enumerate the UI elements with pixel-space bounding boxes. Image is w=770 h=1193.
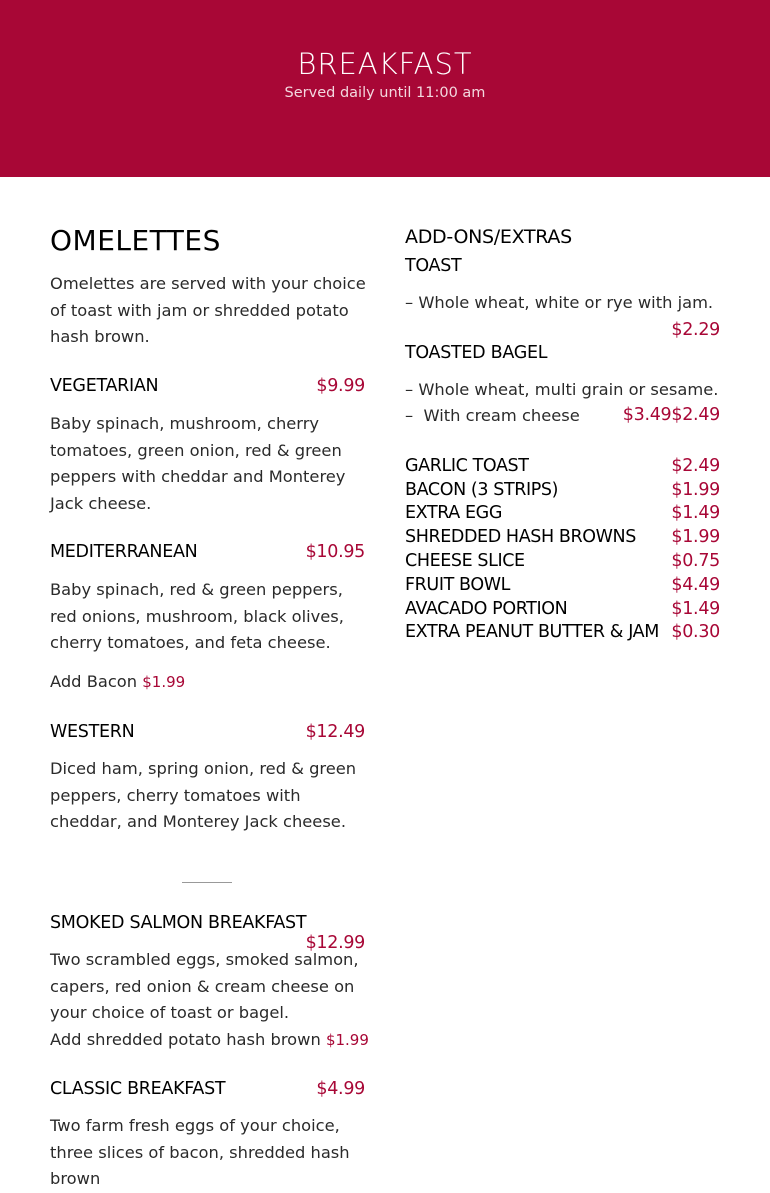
- extra-item-price: $2.49: [671, 456, 720, 476]
- classic-breakfast-name: CLASSIC BREAKFAST: [50, 1079, 226, 1099]
- western-desc: Diced ham, spring onion, red & green peppers, cherry tomatoes with cheddar, and Monterey Jack cheese.: [50, 759, 357, 831]
- toast-desc: – Whole wheat, white or rye with jam.: [405, 293, 714, 312]
- omelettes-intro: Omelettes are served with your choice of toast with jam or shredded potato hash brown.: [50, 274, 366, 346]
- addon-label: Add Bacon: [50, 672, 138, 691]
- extra-item-name: CHEESE SLICE: [405, 551, 525, 571]
- western-name: WESTERN: [50, 722, 135, 742]
- bagel-cream-label: – With cream cheese: [405, 406, 580, 425]
- extra-item: [405, 456, 720, 480]
- bagel-name: TOASTED BAGEL: [405, 343, 548, 363]
- smoked-salmon-name: SMOKED SALMON BREAKFAST: [50, 913, 307, 933]
- extra-item-price: $1.99: [671, 480, 720, 500]
- addon-price: $1.99: [142, 673, 186, 691]
- mediterranean-name: MEDITERRANEAN: [50, 542, 198, 562]
- addon-label: Add shredded potato hash brown: [50, 1030, 321, 1049]
- extra-item-price: $1.49: [671, 503, 720, 523]
- toast-price: $2.29: [671, 320, 720, 340]
- extra-item-name: EXTRA PEANUT BUTTER & JAM: [405, 622, 659, 642]
- omelettes-heading: OMELETTES: [50, 224, 221, 257]
- extra-item-name: FRUIT BOWL: [405, 575, 510, 595]
- mediterranean-desc: Baby spinach, red & green peppers, red onions, mushroom, black olives, cherry tomatoes, and feta cheese.: [50, 580, 344, 652]
- extra-item-name: GARLIC TOAST: [405, 456, 529, 476]
- vegetarian-name: VEGETARIAN: [50, 376, 159, 396]
- extra-item: [405, 599, 720, 623]
- extra-item: [405, 622, 720, 646]
- extra-item-name: AVACADO PORTION: [405, 599, 568, 619]
- smoked-salmon-addon: [50, 1027, 369, 1054]
- extra-item-price: $0.30: [671, 622, 720, 642]
- bagel-price: $2.49: [671, 405, 720, 425]
- page-title: BREAKFAST: [297, 47, 473, 81]
- extra-item-name: BACON (3 STRIPS): [405, 480, 559, 500]
- mediterranean-addon: [50, 669, 185, 696]
- bagel-desc: – Whole wheat, multi grain or sesame.: [405, 380, 719, 399]
- bagel-cream-price: $3.49: [622, 405, 672, 425]
- addon-price: $1.99: [325, 1031, 369, 1049]
- page-subtitle: Served daily until 11:00 am: [284, 85, 486, 101]
- extra-item: [405, 575, 720, 599]
- extra-item-name: SHREDDED HASH BROWNS: [405, 527, 636, 547]
- mediterranean-price: $10.95: [305, 542, 365, 562]
- classic-breakfast-price: $4.99: [316, 1079, 365, 1099]
- smoked-salmon-desc: Two scrambled eggs, smoked salmon, capers, red onion & cream cheese on your choice of toast or bagel.: [50, 950, 359, 1022]
- extra-item-name: EXTRA EGG: [405, 503, 502, 523]
- western-price: $12.49: [305, 722, 365, 742]
- extra-item: [405, 527, 720, 551]
- classic-breakfast-desc: Two farm fresh eggs of your choice, three slices of bacon, shredded hash brown: [50, 1116, 350, 1188]
- extra-item-price: $1.49: [671, 599, 720, 619]
- header-banner: [0, 0, 770, 177]
- bagel-prices: [560, 405, 720, 425]
- extra-item: [405, 551, 720, 575]
- addons-heading: ADD-ONS/EXTRAS: [405, 226, 572, 248]
- toast-name: TOAST: [405, 256, 462, 276]
- smoked-salmon-price: $12.99: [305, 933, 365, 953]
- extra-item-price: $1.99: [671, 527, 720, 547]
- vegetarian-price: $9.99: [316, 376, 365, 396]
- extra-item-price: $0.75: [671, 551, 720, 571]
- extra-item: [405, 480, 720, 504]
- extra-item: [405, 503, 720, 527]
- extra-item-price: $4.49: [671, 575, 720, 595]
- section-divider: [182, 882, 232, 883]
- vegetarian-desc: Baby spinach, mushroom, cherry tomatoes, green onion, red & green peppers with cheddar and Monterey Jack cheese.: [50, 414, 346, 513]
